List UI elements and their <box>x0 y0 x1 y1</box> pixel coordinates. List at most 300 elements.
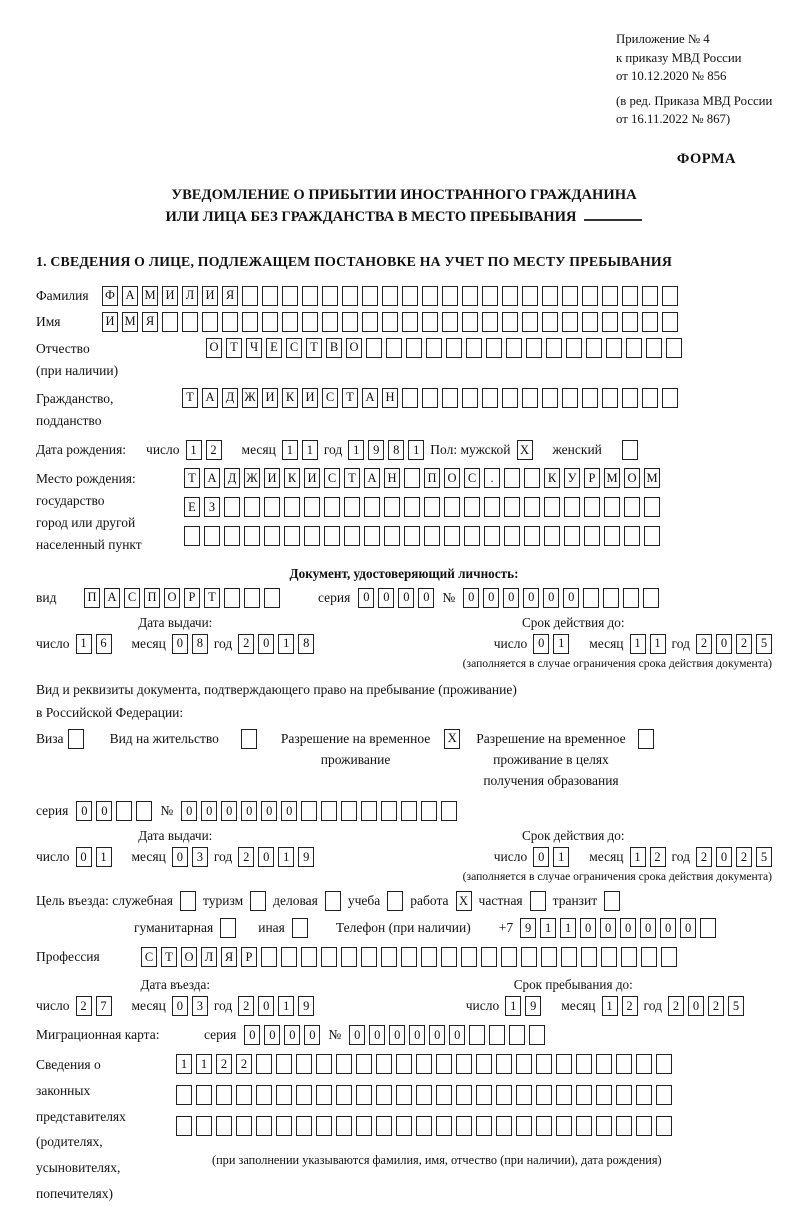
char-cell[interactable] <box>406 338 422 358</box>
char-cell[interactable] <box>401 947 417 967</box>
char-cell[interactable]: 2 <box>708 996 724 1016</box>
char-cell[interactable]: 0 <box>398 588 414 608</box>
char-cell[interactable] <box>376 1085 392 1105</box>
char-cell[interactable] <box>642 312 658 332</box>
char-cell[interactable]: 0 <box>523 588 539 608</box>
char-cell[interactable] <box>604 891 620 911</box>
char-cell[interactable] <box>296 1116 312 1136</box>
char-cell[interactable] <box>261 947 277 967</box>
char-cell[interactable] <box>236 1085 252 1105</box>
char-cell[interactable]: 8 <box>298 634 314 654</box>
char-cell[interactable] <box>464 526 480 546</box>
char-cell[interactable] <box>496 1054 512 1074</box>
char-cell[interactable]: 2 <box>238 847 254 867</box>
char-cell[interactable]: 0 <box>449 1025 465 1045</box>
char-cell[interactable]: А <box>364 468 380 488</box>
char-cell[interactable]: 0 <box>369 1025 385 1045</box>
char-cell[interactable] <box>304 526 320 546</box>
char-cell[interactable]: 1 <box>630 847 646 867</box>
char-cell[interactable]: 0 <box>483 588 499 608</box>
char-cell[interactable] <box>642 388 658 408</box>
char-cell[interactable] <box>381 801 397 821</box>
char-cell[interactable] <box>596 1085 612 1105</box>
char-cell[interactable] <box>401 801 417 821</box>
char-cell[interactable]: 0 <box>563 588 579 608</box>
char-cell[interactable] <box>196 1085 212 1105</box>
char-cell[interactable] <box>656 1116 672 1136</box>
char-cell[interactable]: 0 <box>96 801 112 821</box>
char-cell[interactable] <box>325 891 341 911</box>
char-cell[interactable] <box>644 497 660 517</box>
char-cell[interactable] <box>662 388 678 408</box>
char-cell[interactable] <box>321 801 337 821</box>
char-cell[interactable] <box>606 338 622 358</box>
char-cell[interactable]: X <box>517 440 533 460</box>
char-cell[interactable] <box>603 588 619 608</box>
char-cell[interactable] <box>616 1085 632 1105</box>
char-cell[interactable] <box>582 312 598 332</box>
char-cell[interactable]: 0 <box>716 634 732 654</box>
char-cell[interactable]: . <box>484 468 500 488</box>
char-cell[interactable] <box>276 1054 292 1074</box>
char-cell[interactable] <box>576 1116 592 1136</box>
char-cell[interactable]: 0 <box>389 1025 405 1045</box>
char-cell[interactable] <box>356 1054 372 1074</box>
char-cell[interactable]: 0 <box>688 996 704 1016</box>
char-cell[interactable]: 0 <box>172 996 188 1016</box>
char-cell[interactable] <box>296 1054 312 1074</box>
char-cell[interactable]: С <box>322 388 338 408</box>
char-cell[interactable]: 1 <box>348 440 364 460</box>
char-cell[interactable] <box>441 947 457 967</box>
char-cell[interactable] <box>602 388 618 408</box>
char-cell[interactable]: 0 <box>543 588 559 608</box>
char-cell[interactable]: 9 <box>520 918 536 938</box>
char-cell[interactable] <box>646 338 662 358</box>
char-cell[interactable]: 0 <box>680 918 696 938</box>
char-cell[interactable]: Р <box>241 947 257 967</box>
char-cell[interactable] <box>442 388 458 408</box>
char-cell[interactable]: И <box>302 388 318 408</box>
char-cell[interactable] <box>341 947 357 967</box>
char-cell[interactable] <box>638 729 654 749</box>
char-cell[interactable]: 0 <box>580 918 596 938</box>
char-cell[interactable]: 0 <box>76 847 92 867</box>
char-cell[interactable] <box>656 1085 672 1105</box>
char-cell[interactable] <box>396 1085 412 1105</box>
char-cell[interactable] <box>364 526 380 546</box>
char-cell[interactable]: 1 <box>553 847 569 867</box>
char-cell[interactable] <box>616 1054 632 1074</box>
char-cell[interactable]: 0 <box>172 847 188 867</box>
char-cell[interactable]: Т <box>344 468 360 488</box>
char-cell[interactable]: 0 <box>533 847 549 867</box>
char-cell[interactable]: 0 <box>304 1025 320 1045</box>
char-cell[interactable]: П <box>424 468 440 488</box>
char-cell[interactable] <box>582 388 598 408</box>
char-cell[interactable] <box>544 526 560 546</box>
char-cell[interactable] <box>516 1085 532 1105</box>
char-cell[interactable] <box>544 497 560 517</box>
char-cell[interactable]: 5 <box>728 996 744 1016</box>
char-cell[interactable]: Н <box>384 468 400 488</box>
char-cell[interactable] <box>556 1085 572 1105</box>
char-cell[interactable] <box>462 286 478 306</box>
char-cell[interactable] <box>643 588 659 608</box>
char-cell[interactable] <box>536 1085 552 1105</box>
char-cell[interactable] <box>322 312 338 332</box>
char-cell[interactable]: 9 <box>298 847 314 867</box>
char-cell[interactable] <box>256 1116 272 1136</box>
char-cell[interactable] <box>242 312 258 332</box>
char-cell[interactable] <box>204 526 220 546</box>
char-cell[interactable]: 2 <box>236 1054 252 1074</box>
char-cell[interactable] <box>504 497 520 517</box>
char-cell[interactable] <box>376 1054 392 1074</box>
char-cell[interactable]: 2 <box>216 1054 232 1074</box>
char-cell[interactable]: 0 <box>660 918 676 938</box>
char-cell[interactable]: 2 <box>650 847 666 867</box>
char-cell[interactable] <box>276 1085 292 1105</box>
char-cell[interactable] <box>416 1054 432 1074</box>
char-cell[interactable] <box>216 1116 232 1136</box>
char-cell[interactable]: 1 <box>302 440 318 460</box>
char-cell[interactable] <box>301 947 317 967</box>
char-cell[interactable] <box>564 526 580 546</box>
char-cell[interactable] <box>436 1085 452 1105</box>
char-cell[interactable] <box>384 526 400 546</box>
char-cell[interactable] <box>262 312 278 332</box>
char-cell[interactable]: 1 <box>553 634 569 654</box>
char-cell[interactable] <box>376 1116 392 1136</box>
char-cell[interactable] <box>250 891 266 911</box>
char-cell[interactable]: 0 <box>201 801 217 821</box>
char-cell[interactable]: А <box>104 588 120 608</box>
char-cell[interactable]: 0 <box>409 1025 425 1045</box>
char-cell[interactable] <box>526 338 542 358</box>
char-cell[interactable] <box>336 1054 352 1074</box>
char-cell[interactable] <box>623 588 639 608</box>
char-cell[interactable]: Т <box>306 338 322 358</box>
char-cell[interactable]: Т <box>226 338 242 358</box>
char-cell[interactable]: Н <box>382 388 398 408</box>
char-cell[interactable]: И <box>202 286 218 306</box>
char-cell[interactable] <box>344 497 360 517</box>
char-cell[interactable] <box>202 312 218 332</box>
char-cell[interactable]: И <box>102 312 118 332</box>
char-cell[interactable] <box>316 1085 332 1105</box>
char-cell[interactable]: Д <box>224 468 240 488</box>
char-cell[interactable] <box>484 497 500 517</box>
char-cell[interactable]: 2 <box>736 847 752 867</box>
char-cell[interactable]: Т <box>161 947 177 967</box>
char-cell[interactable] <box>666 338 682 358</box>
char-cell[interactable] <box>296 1085 312 1105</box>
char-cell[interactable]: М <box>122 312 138 332</box>
char-cell[interactable]: Я <box>222 286 238 306</box>
char-cell[interactable] <box>541 947 557 967</box>
char-cell[interactable]: 0 <box>221 801 237 821</box>
char-cell[interactable] <box>356 1116 372 1136</box>
char-cell[interactable] <box>636 1116 652 1136</box>
char-cell[interactable]: 1 <box>505 996 521 1016</box>
char-cell[interactable]: 1 <box>650 634 666 654</box>
char-cell[interactable] <box>316 1054 332 1074</box>
char-cell[interactable] <box>322 286 338 306</box>
char-cell[interactable]: 0 <box>503 588 519 608</box>
char-cell[interactable] <box>461 947 477 967</box>
char-cell[interactable] <box>402 312 418 332</box>
char-cell[interactable] <box>496 1085 512 1105</box>
char-cell[interactable] <box>522 388 538 408</box>
char-cell[interactable] <box>404 497 420 517</box>
char-cell[interactable] <box>341 801 357 821</box>
char-cell[interactable] <box>316 1116 332 1136</box>
char-cell[interactable] <box>462 312 478 332</box>
char-cell[interactable]: О <box>164 588 180 608</box>
char-cell[interactable] <box>576 1054 592 1074</box>
char-cell[interactable] <box>576 1085 592 1105</box>
char-cell[interactable] <box>582 286 598 306</box>
char-cell[interactable]: 1 <box>76 634 92 654</box>
char-cell[interactable] <box>656 1054 672 1074</box>
char-cell[interactable] <box>366 338 382 358</box>
char-cell[interactable] <box>281 947 297 967</box>
char-cell[interactable] <box>506 338 522 358</box>
char-cell[interactable] <box>244 526 260 546</box>
char-cell[interactable] <box>562 388 578 408</box>
char-cell[interactable] <box>362 312 378 332</box>
char-cell[interactable] <box>661 947 677 967</box>
char-cell[interactable] <box>562 286 578 306</box>
char-cell[interactable] <box>416 1085 432 1105</box>
char-cell[interactable] <box>184 526 200 546</box>
char-cell[interactable] <box>301 801 317 821</box>
char-cell[interactable] <box>244 497 260 517</box>
char-cell[interactable]: Е <box>184 497 200 517</box>
char-cell[interactable] <box>616 1116 632 1136</box>
char-cell[interactable]: 1 <box>278 847 294 867</box>
char-cell[interactable] <box>424 526 440 546</box>
char-cell[interactable] <box>466 338 482 358</box>
char-cell[interactable] <box>321 947 337 967</box>
char-cell[interactable]: 3 <box>192 847 208 867</box>
char-cell[interactable]: Ж <box>244 468 260 488</box>
char-cell[interactable] <box>566 338 582 358</box>
char-cell[interactable] <box>562 312 578 332</box>
char-cell[interactable] <box>264 526 280 546</box>
char-cell[interactable] <box>584 526 600 546</box>
char-cell[interactable] <box>241 729 257 749</box>
char-cell[interactable] <box>282 286 298 306</box>
char-cell[interactable]: 1 <box>196 1054 212 1074</box>
char-cell[interactable]: П <box>144 588 160 608</box>
char-cell[interactable] <box>536 1116 552 1136</box>
char-cell[interactable]: 0 <box>244 1025 260 1045</box>
char-cell[interactable] <box>456 1085 472 1105</box>
char-cell[interactable] <box>68 729 84 749</box>
char-cell[interactable] <box>584 497 600 517</box>
char-cell[interactable]: 0 <box>281 801 297 821</box>
char-cell[interactable] <box>622 312 638 332</box>
char-cell[interactable] <box>336 1085 352 1105</box>
char-cell[interactable] <box>396 1116 412 1136</box>
char-cell[interactable] <box>421 801 437 821</box>
char-cell[interactable] <box>361 947 377 967</box>
char-cell[interactable]: Л <box>201 947 217 967</box>
char-cell[interactable]: 0 <box>358 588 374 608</box>
char-cell[interactable] <box>262 286 278 306</box>
char-cell[interactable]: Я <box>221 947 237 967</box>
char-cell[interactable] <box>596 1116 612 1136</box>
char-cell[interactable] <box>700 918 716 938</box>
char-cell[interactable]: А <box>362 388 378 408</box>
char-cell[interactable] <box>344 526 360 546</box>
char-cell[interactable] <box>416 1116 432 1136</box>
char-cell[interactable] <box>402 388 418 408</box>
char-cell[interactable]: 7 <box>96 996 112 1016</box>
char-cell[interactable]: 2 <box>76 996 92 1016</box>
char-cell[interactable]: Л <box>182 286 198 306</box>
char-cell[interactable] <box>426 338 442 358</box>
char-cell[interactable]: И <box>162 286 178 306</box>
char-cell[interactable] <box>404 468 420 488</box>
char-cell[interactable]: Д <box>222 388 238 408</box>
char-cell[interactable] <box>402 286 418 306</box>
char-cell[interactable] <box>622 440 638 460</box>
char-cell[interactable] <box>524 497 540 517</box>
char-cell[interactable] <box>422 312 438 332</box>
char-cell[interactable] <box>404 526 420 546</box>
char-cell[interactable]: 8 <box>388 440 404 460</box>
char-cell[interactable] <box>522 312 538 332</box>
char-cell[interactable]: К <box>284 468 300 488</box>
char-cell[interactable]: 1 <box>540 918 556 938</box>
char-cell[interactable] <box>642 286 658 306</box>
char-cell[interactable]: З <box>204 497 220 517</box>
char-cell[interactable] <box>482 312 498 332</box>
char-cell[interactable] <box>336 1116 352 1136</box>
char-cell[interactable]: 0 <box>258 847 274 867</box>
char-cell[interactable]: 2 <box>696 634 712 654</box>
char-cell[interactable]: 0 <box>429 1025 445 1045</box>
char-cell[interactable]: 0 <box>261 801 277 821</box>
char-cell[interactable] <box>501 947 517 967</box>
char-cell[interactable] <box>621 947 637 967</box>
char-cell[interactable] <box>469 1025 485 1045</box>
char-cell[interactable] <box>442 286 458 306</box>
char-cell[interactable] <box>436 1054 452 1074</box>
char-cell[interactable]: Ж <box>242 388 258 408</box>
char-cell[interactable] <box>382 286 398 306</box>
char-cell[interactable] <box>601 947 617 967</box>
char-cell[interactable] <box>256 1054 272 1074</box>
char-cell[interactable]: С <box>124 588 140 608</box>
char-cell[interactable] <box>264 497 280 517</box>
char-cell[interactable] <box>482 286 498 306</box>
char-cell[interactable] <box>602 312 618 332</box>
char-cell[interactable]: С <box>286 338 302 358</box>
char-cell[interactable]: 0 <box>716 847 732 867</box>
char-cell[interactable] <box>481 947 497 967</box>
char-cell[interactable] <box>441 801 457 821</box>
char-cell[interactable] <box>529 1025 545 1045</box>
char-cell[interactable]: 0 <box>264 1025 280 1045</box>
char-cell[interactable] <box>444 497 460 517</box>
char-cell[interactable] <box>542 388 558 408</box>
char-cell[interactable]: 0 <box>258 634 274 654</box>
char-cell[interactable]: 2 <box>238 634 254 654</box>
char-cell[interactable] <box>622 286 638 306</box>
char-cell[interactable] <box>581 947 597 967</box>
char-cell[interactable]: И <box>264 468 280 488</box>
char-cell[interactable]: М <box>142 286 158 306</box>
char-cell[interactable] <box>224 588 240 608</box>
char-cell[interactable]: 1 <box>186 440 202 460</box>
char-cell[interactable] <box>216 1085 232 1105</box>
char-cell[interactable] <box>496 1116 512 1136</box>
char-cell[interactable]: 0 <box>172 634 188 654</box>
char-cell[interactable]: Т <box>182 388 198 408</box>
char-cell[interactable]: 1 <box>176 1054 192 1074</box>
char-cell[interactable]: С <box>324 468 340 488</box>
char-cell[interactable] <box>182 312 198 332</box>
char-cell[interactable] <box>284 497 300 517</box>
char-cell[interactable] <box>530 891 546 911</box>
char-cell[interactable] <box>180 891 196 911</box>
char-cell[interactable]: Ф <box>102 286 118 306</box>
char-cell[interactable]: 2 <box>622 996 638 1016</box>
char-cell[interactable] <box>284 526 300 546</box>
char-cell[interactable] <box>242 286 258 306</box>
char-cell[interactable] <box>602 286 618 306</box>
char-cell[interactable] <box>486 338 502 358</box>
char-cell[interactable]: X <box>456 891 472 911</box>
char-cell[interactable] <box>624 526 640 546</box>
char-cell[interactable]: 1 <box>96 847 112 867</box>
char-cell[interactable] <box>422 388 438 408</box>
char-cell[interactable]: 9 <box>298 996 314 1016</box>
char-cell[interactable] <box>556 1116 572 1136</box>
char-cell[interactable] <box>502 388 518 408</box>
char-cell[interactable]: Т <box>204 588 220 608</box>
char-cell[interactable] <box>476 1085 492 1105</box>
char-cell[interactable] <box>264 588 280 608</box>
char-cell[interactable] <box>484 526 500 546</box>
char-cell[interactable] <box>292 918 308 938</box>
char-cell[interactable]: О <box>206 338 222 358</box>
char-cell[interactable] <box>196 1116 212 1136</box>
char-cell[interactable]: О <box>346 338 362 358</box>
char-cell[interactable]: 0 <box>181 801 197 821</box>
char-cell[interactable] <box>636 1085 652 1105</box>
char-cell[interactable]: 0 <box>349 1025 365 1045</box>
char-cell[interactable]: X <box>444 729 460 749</box>
char-cell[interactable]: 5 <box>756 634 772 654</box>
char-cell[interactable]: И <box>304 468 320 488</box>
char-cell[interactable]: В <box>326 338 342 358</box>
char-cell[interactable]: 0 <box>418 588 434 608</box>
char-cell[interactable] <box>422 286 438 306</box>
char-cell[interactable] <box>396 1054 412 1074</box>
char-cell[interactable] <box>586 338 602 358</box>
char-cell[interactable]: 5 <box>756 847 772 867</box>
char-cell[interactable]: 8 <box>192 634 208 654</box>
char-cell[interactable]: 2 <box>668 996 684 1016</box>
char-cell[interactable]: 1 <box>278 634 294 654</box>
char-cell[interactable]: Р <box>584 468 600 488</box>
char-cell[interactable]: 0 <box>258 996 274 1016</box>
